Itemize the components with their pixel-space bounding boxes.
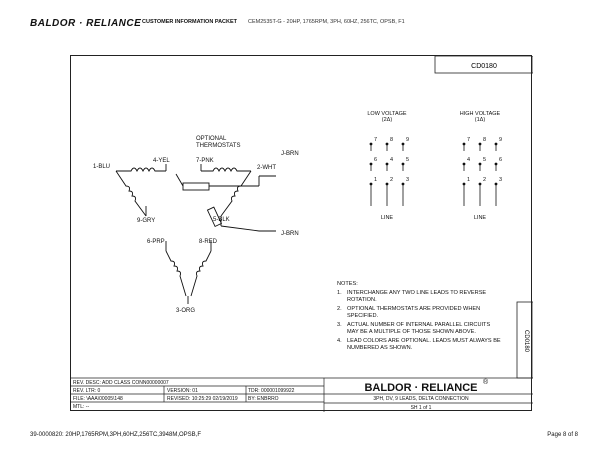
lead-6-prp: 6-PRP: [147, 239, 165, 245]
terminal-number: 1: [374, 177, 378, 183]
model-line: CEM2535T-G - 20HP, 1765RPM, 3PH, 60HZ, 256TC, OPSB, F1: [248, 19, 405, 25]
terminal-number: 5: [406, 157, 410, 163]
lead-3-org: 3-ORG: [176, 308, 196, 314]
footer-page-number: Page 8 of 8: [547, 432, 578, 438]
terminal-number: 4: [390, 157, 394, 163]
note-3-line-2: MAY BE A MULTIPLE OF THOSE SHOWN ABOVE.: [347, 329, 476, 335]
coil-1-9: [116, 171, 146, 216]
note-4-line-2: NUMBERED AS SHOWN.: [347, 345, 413, 351]
lead-8-red: 8-RED: [199, 239, 218, 245]
terminal-number: 7: [374, 137, 378, 143]
coil-8-3: [191, 251, 211, 296]
drawing-description: 3PH, DV, 9 LEADS, DELTA CONNECTION: [373, 396, 469, 402]
note-2-line-2: SPECIFIED.: [347, 313, 379, 319]
company-name: BALDOR · RELIANCE: [364, 382, 478, 394]
terminal-blocks: [370, 137, 502, 206]
material: MTL: --: [73, 404, 90, 410]
side-number: CD0180: [523, 329, 529, 353]
low-voltage-subtitle: (2Δ): [381, 117, 393, 123]
high-voltage-subtitle: (1Δ): [474, 117, 486, 123]
packet-label: CUSTOMER INFORMATION PACKET: [142, 19, 238, 25]
file-path: FILE: \AAA\00005\148: [73, 396, 123, 402]
footer-model: 39-0000820: 20HP,1765RPM,3PH,60HZ,256TC,3948M,OPSB,F: [30, 432, 201, 438]
lead-1-blu: 1-BLU: [93, 164, 111, 170]
lead-4-yel: 4-YEL: [153, 158, 170, 164]
wiring-drawing: [71, 56, 533, 412]
terminal-number: 6: [499, 157, 503, 163]
drawing-sheet: [70, 55, 532, 411]
terminal-number: 7: [467, 137, 471, 143]
note-2-number: 2.: [337, 306, 342, 312]
low-voltage-line-label: LINE: [380, 215, 394, 221]
delta-wiring-diagram: [116, 164, 276, 304]
terminal-number: 2: [483, 177, 487, 183]
rev-ltr: REV. LTR: 0: [73, 388, 101, 394]
note-3-number: 3.: [337, 322, 342, 328]
high-voltage-title: HIGH VOLTAGE: [459, 111, 501, 117]
note-4-number: 4.: [337, 338, 342, 344]
notes-title: NOTES:: [337, 281, 358, 287]
note-1-line-1: INTERCHANGE ANY TWO LINE LEADS TO REVERSE: [347, 290, 487, 296]
terminal-number: 9: [499, 137, 503, 143]
terminal-number: 4: [467, 157, 471, 163]
lead-j-brn-bottom: J-BRN: [281, 231, 299, 237]
terminal-number: 9: [406, 137, 410, 143]
coil-1-4: [116, 168, 166, 171]
lead-5-blk: 5-BLK: [213, 217, 230, 223]
rev-desc: REV. DESC: ADD CLASS CONN00000007: [73, 380, 169, 386]
notes-block: [337, 281, 501, 351]
note-3-line-1: ACTUAL NUMBER OF INTERNAL PARALLEL CIRCUITS: [347, 322, 491, 328]
terminal-number: 6: [374, 157, 378, 163]
high-voltage-line-label: LINE: [473, 215, 487, 221]
terminal-number: 1: [467, 177, 471, 183]
lead-j-brn-top: J-BRN: [281, 151, 299, 157]
optional-label: OPTIONAL: [196, 136, 227, 142]
note-2-line-1: OPTIONAL THERMOSTATS ARE PROVIDED WHEN: [347, 306, 481, 312]
terminal-number: 8: [483, 137, 487, 143]
note-1-number: 1.: [337, 290, 342, 296]
sheet-number: SH 1 of 1: [410, 405, 432, 411]
lead-2-wht: 2-WHT: [257, 165, 276, 171]
coil-6-3: [166, 251, 186, 296]
note-4-line-1: LEAD COLORS ARE OPTIONAL. LEADS MUST ALWAYS BE: [347, 338, 501, 344]
terminal-number: 3: [406, 177, 410, 183]
low-voltage-title: LOW VOLTAGE: [367, 111, 407, 117]
title-block-text: [73, 378, 489, 411]
registered-mark: ®: [483, 379, 489, 386]
version: VERSION: 01: [167, 388, 198, 394]
thermostats-label: THERMOSTATS: [196, 143, 241, 149]
lead-7-pnk: 7-PNK: [196, 158, 214, 164]
revised-by: BY: ENBRRO: [248, 396, 279, 402]
terminal-number: 5: [483, 157, 487, 163]
terminal-number: 3: [499, 177, 503, 183]
lead-9-gry: 9-GRY: [137, 218, 156, 224]
tdr: TDR: 000001099922: [248, 388, 295, 394]
note-1-line-2: ROTATION.: [347, 297, 377, 303]
revised: REVISED: 10:25:29 02/19/2019: [167, 396, 238, 402]
terminal-number: 8: [390, 137, 394, 143]
wiring-labels: [93, 136, 299, 314]
coil-7-2: [201, 168, 251, 171]
page-header: [30, 18, 580, 32]
coil-2-5: [221, 171, 251, 216]
company-logo: BALDOR · RELIANCE: [30, 18, 142, 29]
drawing-number: CD0180: [471, 63, 497, 70]
terminal-number: 2: [390, 177, 394, 183]
